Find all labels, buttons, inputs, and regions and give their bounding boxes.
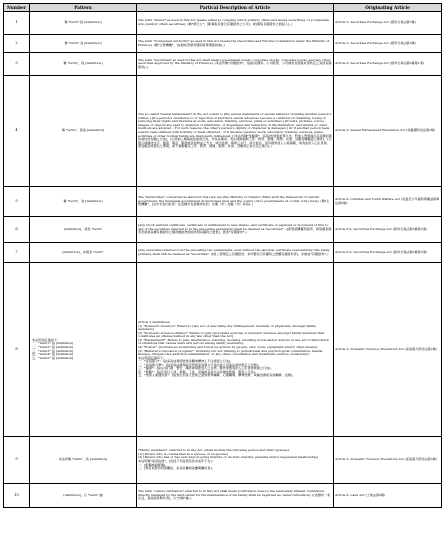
description-line: 三、*騷擾*：指[任何打擾、警告、嘲弄或辱罵他人之言語、動作或製造使人心生畏怖情境之行為]。 bbox=[138, 366, 274, 371]
row-number: 10 bbox=[4, 484, 30, 508]
description-line: (2) *Domestic violence offense*: Refers to [any purposeful exercise of domestic violence amongst family members that constitutes an offense defined in any law other than the Act]. bbox=[138, 330, 325, 339]
description-line: (4) *Follow*: [Continuous monitoring and follow-up actions by people, cars, tools, equipment and/or other means]. bbox=[138, 344, 318, 349]
pattern-line: 本法用詞定義如下： bbox=[32, 337, 60, 342]
row-pattern: 稱 *term* 指 [definition] bbox=[30, 12, 137, 35]
description-line: 四、*跟蹤*：指[任何以人員、車輛、工具、設備或其他方法持續性監視、跟追之行為]。 bbox=[138, 369, 258, 374]
description-line: (2) [Person who has or has ever had on-going marital, or de-facto marital, parental and/or dependent relationship] bbox=[138, 455, 318, 460]
header-originating-article: Originating Article bbox=[334, 4, 442, 12]
row-number: 1 bbox=[4, 12, 30, 35]
table-row bbox=[4, 217, 442, 243]
row-number: 7 bbox=[4, 243, 30, 263]
row-pattern: [definition]，以 *term* 論 bbox=[30, 484, 137, 508]
row-description: [Any stock warrant certificate, certificate of entitlement to new shares, and certificate of payment or document of title to any of the securities referred to in the preceding paragraph] shall be deemed as *securities*. ([新股認購權利證書、新股權利證書及前項各種有價證券之價款繳納憑證或表明其權利之證書]，統為*有價證券*。) bbox=[137, 217, 334, 243]
description-line: 本法所稱*家庭成員*，[包括下列各員及其未成年子女]： bbox=[138, 459, 215, 463]
row-number: 5 bbox=[4, 187, 30, 217]
definitions-table bbox=[3, 3, 442, 508]
pattern-line: 一、*term1* 指 [definition] bbox=[32, 341, 74, 346]
row-originating-article: Article 6, Land Act (土地法第6條) bbox=[334, 484, 442, 508]
table-row bbox=[4, 437, 442, 484]
table-row bbox=[4, 484, 442, 508]
row-number: 3 bbox=[4, 53, 30, 76]
definitions-table-container bbox=[3, 3, 441, 508]
table-header-row bbox=[4, 4, 442, 12]
description-line: 一、*家庭暴力*：指[家庭成員間實施身體或精神上不法侵害之行為]。 bbox=[138, 359, 234, 364]
row-originating-article: Article 2, Domestic Violence Prevention Act (家庭暴力防治法第2條) bbox=[334, 263, 442, 437]
header-number: Number bbox=[4, 4, 30, 12]
description-line: Article 2 Definitions: bbox=[138, 320, 171, 325]
pattern-line: 四、*term4* 指 [definition] bbox=[32, 352, 74, 357]
row-originating-article: Article 3, Domestic Violence Prevention Act (家庭暴力防治法第3條) bbox=[334, 437, 442, 484]
row-number: 9 bbox=[4, 437, 30, 484]
row-description bbox=[137, 263, 334, 437]
table-row bbox=[4, 76, 442, 187]
row-pattern bbox=[30, 263, 137, 437]
row-originating-article: Article 6.2, Securities Exchange Act (證券交易法第6條第2項) bbox=[334, 217, 442, 243]
row-description: The *authorities* concerned as stated in this Law are [the Ministry of Interior (MOI) with the framework of central government, the municipal government at municipal level and the county (city) governments at county (city) level]. (稱*主管機關*，[在中央為內政部；在直轄市為直轄市政府；在縣（市）為縣（市）政府]。) bbox=[137, 187, 334, 217]
description-line: (5) *Batterer's relocation program*: Including but not limiting to [educational and psychological consultation, mental therapy, drug/alcohol addiction rehabilitation, or any other consultation and treatments enforce on batterer]. bbox=[138, 348, 323, 357]
row-originating-article: Article 3, Securities Exchange Act (證券交易法第3條) bbox=[334, 35, 442, 53]
row-description: The term *securities* as used in this Act shall mean [government bonds, corporate stocks, corporate bonds, and any other securities approved by the Ministry of Finance]. (本法所稱*有價證券*，指[政府債券、公司股票、公司債券及經財政部核定之其他有價證券]。) bbox=[137, 53, 334, 76]
row-number: 4 bbox=[4, 76, 30, 187]
row-description: The so-called *sexual harassment* in the Act refers to [the sexual statements or sexual behavior violating another person's wishes ] [If a person's obedience to or rejection of another's sexual advances become a condition of obtaining, losing or reducing their rights and interests at work, education, training, services, plans or activities.] [If texts, pictures, voices, images or objects are used to abandon or intimidate, or disparages and behaviors of discrimination, and insults or other methods are adopted – For such reasons, the other's person's dignity of character is damaged.] Or if another person feels scared, feels disliked with hostility or feels offended ; or if another persons' work, education, training, services, plans, activities or other normal habits are improperly influenced.] (本法所稱*性騷擾*，係指[性侵害犯罪以外，對他人實施違反其意願而與性或性別有關之行為]，[以該他人順服或拒絕該行為，作為其獲得、喪失或減損與工作、教育、訓練、服務、計畫、活動有關權益之條件]，[以展示或播送文字、圖畫、聲音、影像或其他物品之方式，或以歧視、侮辱之言行，或以他法，而有損害他人人格尊嚴，或造成使人心生畏怖、感受敵意或冒犯之情境，或不當影響其工作、教育、訓練、服務、計畫、活動或正常生活之進行]。) bbox=[137, 76, 334, 187]
description-line: *Family members*, referred to in the Act, [shall include the following person and their spouses]: bbox=[138, 448, 290, 453]
row-originating-article: Article 6.3, Securities Exchange Act (證券交易法第6條第3項) bbox=[334, 243, 442, 263]
row-pattern: 稱 *term*，係指 [definition] bbox=[30, 76, 137, 187]
pattern-line: 五、*term5* 指 [definition] bbox=[32, 355, 74, 360]
pattern-line: 二、*term2* 指 [definition] bbox=[32, 344, 74, 349]
row-description: [Any securities referred to in the preceding two paragraphs, even without the physical certificate representing title being printed], shall still be deemed as *securities*. ([前二項規定之有價證券，未印製表示其權利之實體有價證券者]，亦視為*有價證券*。) bbox=[137, 243, 334, 263]
description-line: 五、*加害人處遇計畫*：指[對於加害人實施之認知教育輔導、心理輔導、精神治療、戒癮治療或其他輔導、治療]。 bbox=[138, 373, 296, 378]
row-pattern: 稱 *term*，為 [definition] bbox=[30, 187, 137, 217]
table-row bbox=[4, 263, 442, 437]
row-originating-article: Article 5, Securities Exchange Act (證券交易法第5條) bbox=[334, 12, 442, 35]
row-originating-article: Article 6, Children and Youth Welfare Act (兒童及少年福利與權益保障法第6條) bbox=[334, 187, 442, 217]
row-originating-article: Article 6, Securities Exchange Act (證券交易法第6條第1項) bbox=[334, 53, 442, 76]
row-pattern: 稱 *term*，指 [definition] bbox=[30, 53, 137, 76]
description-line: 二、*家庭暴力罪*：指[家庭成員間故意實施家庭暴力行為而成立其他法律所規定之犯罪]。 bbox=[138, 362, 262, 367]
header-pattern: Pattern bbox=[30, 4, 137, 12]
table-row bbox=[4, 243, 442, 263]
row-pattern: 稱 *term* 為 [definition] bbox=[30, 35, 137, 53]
header-description: Partical Description of Article bbox=[137, 4, 334, 12]
row-description: The term *Competent Authority* as used in this Act means the [Securities and Futures Commission under the Ministry of Finance]. (稱*主管機關*，為[財政部證券暨期貨管理委員會]。) bbox=[137, 35, 334, 53]
row-number: 8 bbox=[4, 263, 30, 437]
row-originating-article: Article 2, Sexual Harassment Prevention Act (性騷擾防治法第2條) bbox=[334, 76, 442, 187]
row-description: The term *owner-cultivation* referred to in this Act shall mean [cultivation done by the landowner himself. Cultivation directly managed by the land-owner for the maintenance of his family shall be regarded as owner-cultivation]. ([為維持一家生活，直接經營耕作者]，以*自耕*論。) bbox=[137, 484, 334, 508]
row-description bbox=[137, 437, 334, 484]
description-line: (3) *Harassment*: Refers to [any interference, warning, mocking, insulting words and/or actions or any act of fabrication of situations that causes fears and terrors among family members]. bbox=[138, 337, 329, 346]
row-pattern: 本法所稱 *term*，為 [definition] bbox=[30, 437, 137, 484]
table-row bbox=[4, 53, 442, 76]
table-row bbox=[4, 12, 442, 35]
row-pattern: [definition]，統為 *term* bbox=[30, 217, 137, 243]
row-description: The term *issuer* as used in this Act means either [a company which publicly offers and issues securities], or [companies who publicly offers securities]. (稱*發行人*，謂[募集及發行有價證券之公司]，或[募集有價證券之發起人]。) bbox=[137, 12, 334, 35]
table-row bbox=[4, 35, 442, 53]
description-line: 一、[配偶或前配偶]。 bbox=[138, 462, 169, 467]
description-line: (1) *Domestic violence*: Refers to [any act of exercising any infringement, mentally or physically, amongst family members] bbox=[138, 323, 317, 332]
description-line: (1) [Person who is commented as a spouse, or ex-spouse] bbox=[138, 451, 228, 456]
description-line: 本法用詞定義如下： bbox=[138, 355, 166, 360]
row-number: 6 bbox=[4, 217, 30, 243]
row-number: 2 bbox=[4, 35, 30, 53]
pattern-line: 三、*term3* 指 [definition] bbox=[32, 348, 74, 353]
row-pattern: [definition]，亦視為 *term* bbox=[30, 243, 137, 263]
description-line: 二、[現有或曾有同居關係、家長家屬或家屬間關係者]。 bbox=[138, 466, 215, 471]
table-row bbox=[4, 187, 442, 217]
